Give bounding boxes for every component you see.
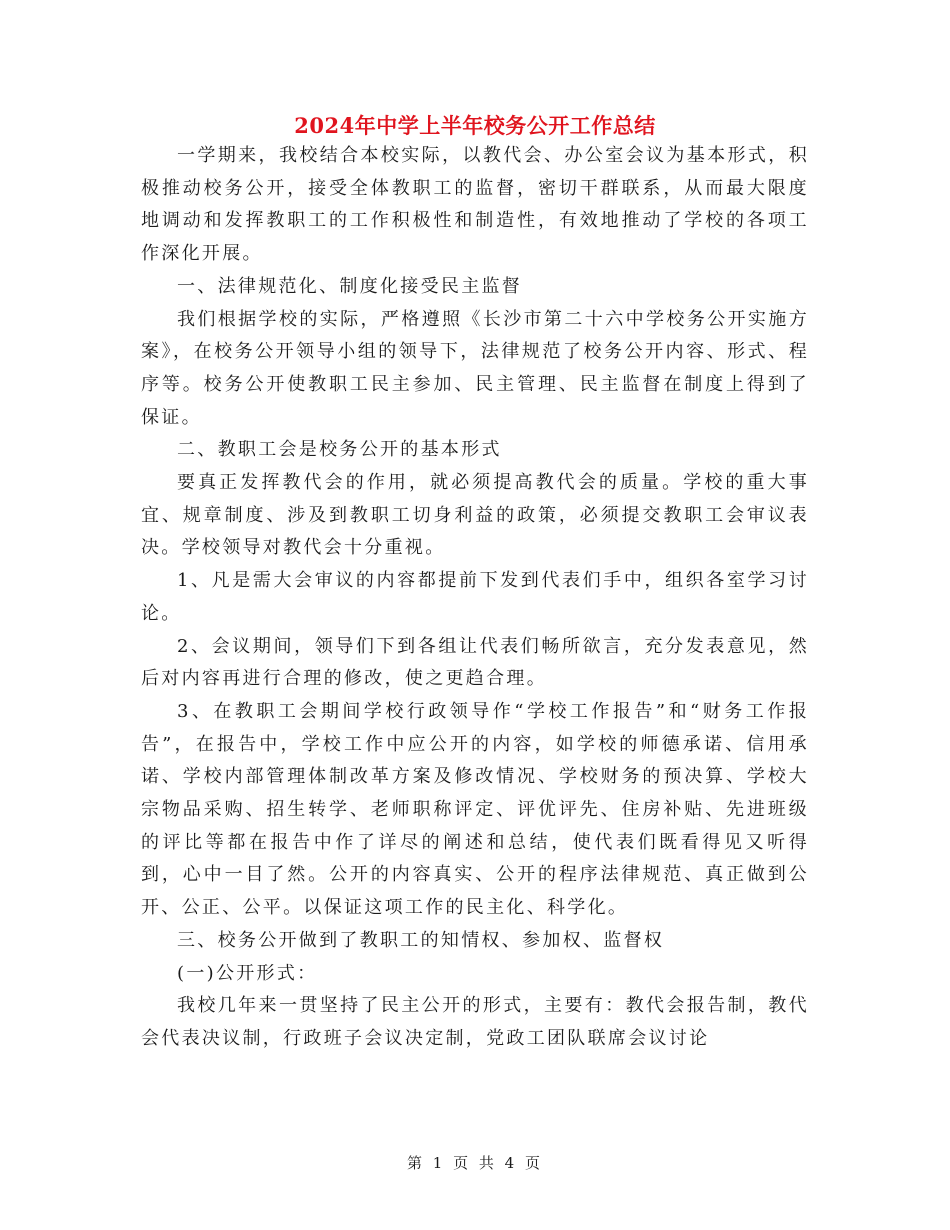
paragraph-section-2: 要真正发挥教代会的作用，就必须提高教代会的质量。学校的重大事宜、规章制度、涉及到教职工切身利益的政策，必须提交教职工会审议表决。学校领导对教代会十分重视。	[141, 472, 809, 559]
paragraph-section-3: 我校几年来一贯坚持了民主公开的形式，主要有：教代会报告制，教代会代表决议制，行政班子会议决定制，党政工团队联席会议讨论	[141, 995, 809, 1049]
paragraph-intro: 一学期来，我校结合本校实际，以教代会、办公室会议为基本形式，积极推动校务公开，接受全体教职工的监督，密切干群联系，从而最大限度地调动和发挥教职工的工作积极性和制造性，有效地推动了学校的各项工作深化开展。	[141, 145, 809, 265]
list-item-2: 2、会议期间，领导们下到各组让代表们畅所欲言，充分发表意见，然后对内容再进行合理的修改，使之更趋合理。	[141, 635, 809, 690]
section-heading-3: 三、校务公开做到了教职工的知情权、参加权、监督权	[177, 929, 665, 951]
list-item-1: 1、凡是需大会审议的内容都提前下发到代表们手中，组织各室学习讨论。	[141, 570, 809, 624]
subsection-heading: (一)公开形式：	[177, 962, 318, 984]
section-heading-2: 二、教职工会是校务公开的基本形式	[177, 439, 502, 461]
section-heading-1: 一、法律规范化、制度化接受民主监督	[177, 275, 523, 297]
document-title: 2024年中学上半年校务公开工作总结	[294, 113, 656, 138]
paragraph-section-1: 我们根据学校的实际，严格遵照《长沙市第二十六中学校务公开实施方案》，在校务公开领导小组的领导下，法律规范了校务公开内容、形式、程序等。校务公开使教职工民主参加、民主管理、民主监督在制度上得到了保证。	[141, 308, 809, 428]
list-item-3: 3、在教职工会期间学校行政领导作“学校工作报告”和“财务工作报告”，在报告中，学校工作中应公开的内容，如学校的师德承诺、信用承诺、学校内部管理体制改革方案及修改情况、学校财务的预决算、学校大宗物品采购、招生转学、老师职称评定、评优评先、住房补贴、先进班级的评比等都在报告中作了详尽的阐述和总结，使代表们既看得见又听得到，心中一目了然。公开的内容真实、公开的程序法律规范、真正做到公开、公正、公平。以保证这项工作的民主化、科学化。	[141, 700, 809, 919]
document-body	[141, 140, 809, 1056]
page-footer: 第 1 页 共 4 页	[407, 1154, 543, 1172]
